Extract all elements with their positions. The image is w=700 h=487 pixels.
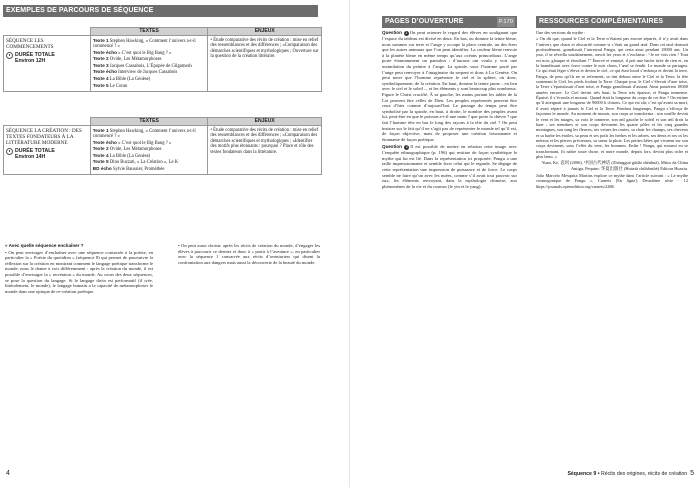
table-row: Texte 1 Stephen Hawking, « Comment l’univers a-t-il commencé ? » [92, 127, 196, 140]
left-column-2 [178, 243, 320, 266]
duree-label: DURÉE TOTALE [15, 51, 55, 58]
table-row: Texte 1 Stephen Hawking, « Comment l’univers a-t-il commencé ? » [92, 37, 196, 50]
clock-icon [6, 52, 13, 59]
table-row: Texte 4 La Bible (La Genèse) [92, 152, 151, 159]
sequence-table-1 [3, 27, 322, 92]
question-1: Question 1 On peut orienter le regard des élèves en soulignant que l’espace du tableau est divisé en deux. En bas, ou domine la teinte bleue, nous sommes sur terre et l’ange y occupe la place centrale, un des êtres que les autres animaux que l’on peut identifier. La couleur bleue renvoie à la planète bleue en même temps qu’aux océans primordiaux. L’ange porte étonnamment un pantalon : d’aucuns ont voulu y voir une assimilation du peintre à l’ange. La spirale, sous l’homme porté par l’ange peut renvoyer à l’imaginaire du serpent et donc à La Genèse. On peut noter que l’homme représente le ciel et la sphère, où donc, symboliquement, de la création. En haut, domine la teinte jaune – en lien avec le ciel et le soleil –, et les éléments y sont beaucoup plus nombreux. Figure le Christ crucifié. À sa gauche, les mains portant les tables de la Loi peuvent être celles de Dieu. Les peuples représentés peuvent être ceux d’hier comme d’aujourd’hui. Le passage du temps peut être symbolisé par la spirale, en haut, à droite, le nombre des peuples avant lui, peut-être en que le poisson a-t-il une main ? que porte la chèvre ? que fait l’homme tête en bas le long des rayons à la tête du ciel ? On peut insister sur le fait qu’il ne s’agit pas de représenter le monde tel qu’il est, de façon objective, mais de proposer une création foisonnante et étonnante de façon poétique. [382, 30, 517, 142]
table2-sequence-title: SÉQUENCE LA CRÉATION : DES TEXTES FONDATEURS À LA LITTÉRATURE MODERNE [6, 127, 82, 146]
question-2: Question 2 Il est possible de mettre en relation cette image avec l’enquête ethnographique (p. 196) qui restitue de façon synthétique le mythe qui lui est lié. Dans la représentation ici proposée, Pangu a une taille impressionnante et semble fixer celui qui le regarde. Se dégage de cette représentation une impression de puissance et de force. Le corps semble ne faire qu’un avec les nuées, comme s’il avait tout pouvoir sur eux, les éléments renvoyant, dans la mythologie chinoise, aux phénomènes de la vie et du cosmos (le yin et le yang). [382, 144, 517, 189]
paragraph: • On peut aussi choisir, après les récits de création du monde, d’engager les élèves à parcourir ce dernier et donc à « partir à l’aventure », en particulier avec la séquence 1 consacrée aux récits d’aventuriers qui disent la confrontation aux dangers mais aussi la découverte de la beauté du monde. [178, 243, 320, 265]
clock-icon [6, 148, 13, 155]
duree-value: Environ 12H [15, 57, 46, 64]
banner-exemples: EXEMPLES DE PARCOURS DE SÉQUENCE [3, 5, 318, 17]
left-column-1 [5, 243, 153, 295]
banner-ressources: RESSOURCES COMPLÉMENTAIRES [536, 16, 686, 28]
right-page [350, 0, 700, 487]
table1-texts-cell [90, 36, 208, 92]
table-row: BD écho Sylvie Baussier, Prométhée [92, 166, 165, 173]
subheading-enchainer: » Avec quelle séquence enchaîner ? [5, 243, 84, 248]
res-source: Yuan, Ke, 袁珂 (2006), 中国古代神话 (Zhōngguó gǔdài shénhuà), Mitos da China Antiga, Pequim: 华夏出版社 (Huáxià chūbǎnshè) Editora Huaxia. [541, 160, 688, 171]
table2-enjeux-cell: • Étude comparative des récits de création : mise en relief des ressemblances et des différences ; «Comparaison des démarches scientifiques et mythologiques ; «Identifier des motifs plus étonnants : pourquoi ? Place et rôle des textes fondateurs dans la littérature. [208, 126, 322, 175]
question-number-badge: 2 [405, 145, 408, 150]
table2-header-enjeux: ENJEUX [208, 118, 322, 126]
table1-sequence-cell [4, 36, 91, 92]
table-row: Texte écho « C’est quoi le Big Bang ? » [92, 139, 172, 146]
table1-enjeux-cell: • Étude comparative des récits de création : mise en relief des ressemblances et des différences ; «Comparaison des démarches scientifiques et mythologiques ; Ouverture sur la question de la création littéraire. [208, 36, 322, 92]
table-row: Texte 2 Ovide, Les Métamorphoses [92, 146, 162, 153]
table1-header-enjeux: ENJEUX [208, 28, 322, 36]
ouverture-column [382, 30, 517, 190]
page-footer-right: Séquence 9 • Récits des origines, récits de création 5 [567, 470, 694, 477]
table-row: Texte 5 Le Coran [92, 82, 128, 89]
table2-sequence-cell [4, 126, 91, 175]
table1-sequence-title: SÉQUENCE LES COMMENCEMENTS [6, 37, 54, 50]
table1-duree [6, 52, 88, 64]
table1-header-textes: TEXTES [90, 28, 208, 36]
banner-pages-ouverture: PAGES D’OUVERTURE P.170 [382, 16, 517, 28]
table2-header-textes: TEXTES [90, 118, 208, 126]
table-row: Texte 3 Jacques Cassabois, L’Épopée de Gilgamesh [92, 62, 192, 69]
sequence-table-2 [3, 117, 322, 175]
page-reference: P.170 [498, 19, 513, 25]
res-myth-text: « On dit que, quand le Ciel et la Terre n’étaient pas encore séparés, il n’y avait dans l’univers que chaos et obscurité comme si c’était un grand œuf. Dans cet œuf dormait profondément, grandissait l’ancestral Pangu, qui resta ainsi pendant 18000 ans. Un jour, il se réveilla soudainement, ouvrit les yeux et s’exclama : “Je ne vois rien ! Tout est noir, glauque et étouffant !” Énervé et ennuyé, il prit une hache tirée de rien et, en la brandissant avec force contre le noir chaos, l’œuf se fendit. Le monde se partagea. Ce qui était léger s’éleva et devint le ciel, ce qui était lourd s’enfonça et devint la terre. Pangu, de peur qu’ils ne se referment, se tint debout entre le Ciel et la Terre, la tête soutenant le Ciel, les pieds foulant la Terre. Chaque jour, le Ciel s’élevait d’une toise, la Terre s’épaississait d’une toise, et Pangu grandissait d’autant. Ainsi passèrent 18000 années encore. Le Ciel devint très haut, la Terre très épaisse, et Pangu immense. Épuisé, il s’écroula et mourut. Quand était la longueur du corps de cet être ? On estime qu’il atteignait une longueur de 90000 li chinois. Ce qui est sûr, c’est qu’avant sa mort, il avait séparé à jamais le Ciel et la Terre. Pendant longtemps, Pangu s’efforça de façonner le monde. Au moment de mourir, son corps se transforma : son souffle devint le vent et les nuages, sa voix le tonnerre, son œil gauche le soleil et son œil droit la lune ; ses membres et son corps devinrent les quatre pôles et les cinq grandes montagnes, son sang les fleuves, ses veines les routes, sa chair les champs, ses cheveux et sa barbe les étoiles, sa peau et ses poils les herbes et les arbres, ses dents et ses os les métaux et les pierres précieuses, sa sueur la pluie. Les petites bêtes qui vivaient sur son corps devinrent, sous l’effet du vent, les hommes. Enfin ! Pangu, qui mourut en se transformant, fit naître toute chose, et notre monde, depuis lors, devint plus riche et plus beau. » [536, 36, 688, 159]
table-row: Texte 2 Ovide, Les Métamorphoses [92, 56, 162, 63]
table-row: Texte 5 Dino Buzzati, « La Création », Le K [92, 159, 179, 166]
res-intro: Une des versions du mythe : [536, 30, 586, 35]
table-row: Texte écho Interview de Jacques Cassabois [92, 69, 178, 76]
question-number-badge: 1 [405, 31, 408, 35]
table2-texts-cell [90, 126, 208, 175]
table2-duree [6, 148, 88, 160]
page-number-left: 4 [6, 470, 10, 477]
duree-label: DURÉE TOTALE [15, 147, 55, 154]
paragraph: • On peut envisager d’enchaîner avec une séquence consacrée à la poésie, en particulier la « Poésie du quotidien » (séquence 8) qui permet de poursuivre la réflexion sur la création en montrant comment le langage poétique transforme le monde, nous le donne à voir différemment : après la création du monde, il est possible d’envisager la « recréation » du monde. Au cours des deux séquences, se pose la question du langage. Si le langage divin est performatif (il crée, littéralement, le monde), le langage humain a la capacité de métamorphoser le monde dans une optique de re-création poétique. [5, 249, 153, 294]
duree-value: Environ 14H [15, 153, 46, 160]
res-credit: João Marcelo Mesquita Martins explore ce mythe dans l’article suivant : « Le mythe cosmogonique de Pangu », Carnets [En ligne], Deuxième série · 12 https://journals.openedition.org/carnets/2486 [536, 173, 688, 189]
table-row: Texte 4 La Bible (La Genèse) [92, 76, 151, 83]
ressources-column [536, 30, 688, 190]
table-row: Texte écho « C’est quoi le Big Bang ? » [92, 49, 172, 56]
